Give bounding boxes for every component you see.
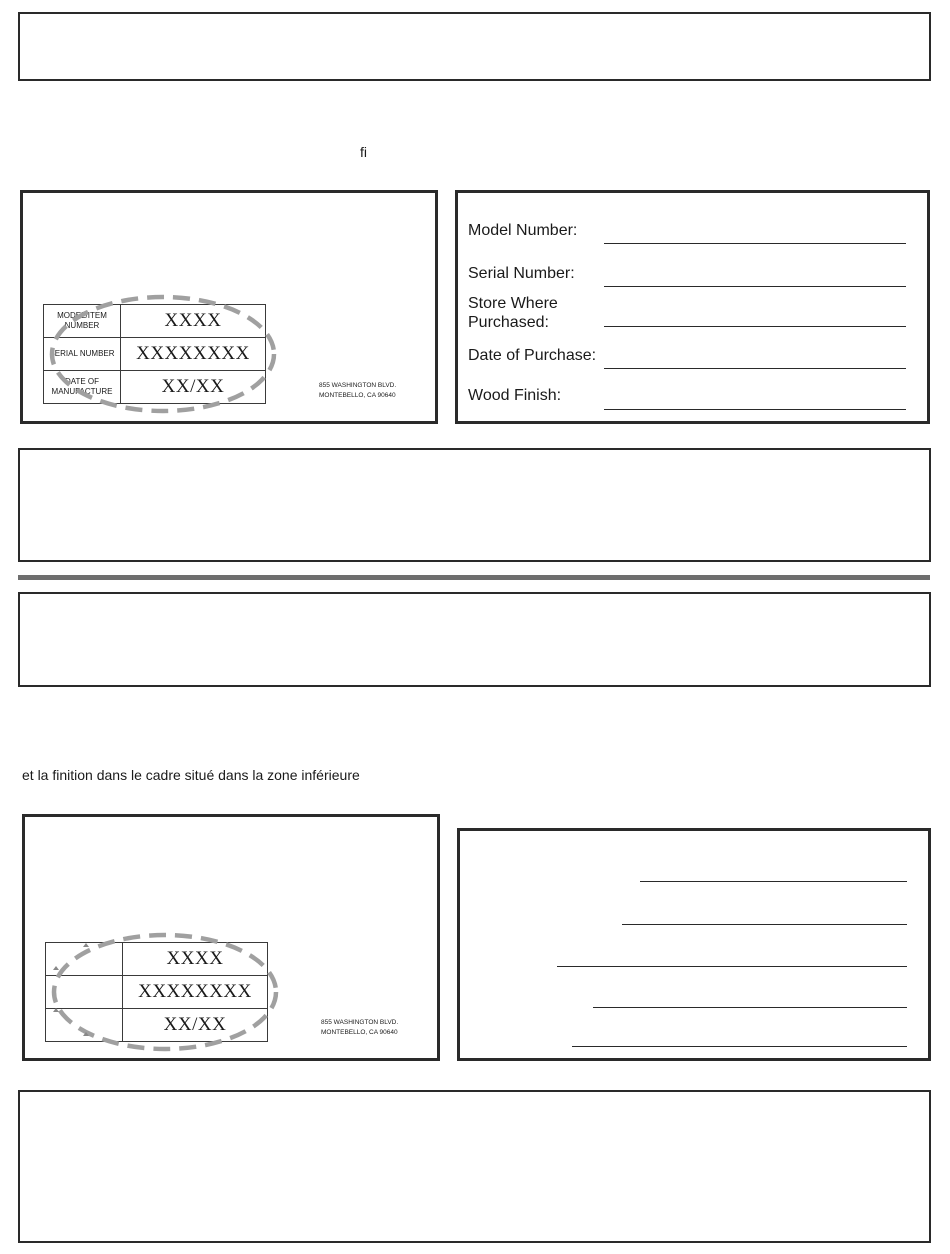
store-where-purchased-label (468, 294, 558, 332)
highlight-oval (43, 293, 283, 423)
wood-finish-label: Wood Finish: (468, 387, 562, 404)
address-line-2-fr: MONTEBELLO, CA 90640 (321, 1029, 398, 1036)
label-cell-model-value-fr: XXXX (123, 943, 268, 976)
label-tick-mark (53, 1008, 59, 1012)
store-label-line-2: Purchased: (468, 314, 549, 331)
form-line-3 (557, 966, 907, 967)
date-of-purchase-label: Date of Purchase: (468, 347, 597, 364)
address-line-2: MONTEBELLO, CA 90640 (319, 392, 396, 399)
date-of-purchase-line (604, 368, 906, 369)
section-divider (18, 575, 930, 580)
label-illustration-panel-fr (22, 814, 440, 1061)
label-cell-serial-value: XXXXXXXX (121, 338, 266, 371)
address-line-1: 855 WASHINGTON BLVD. (319, 382, 397, 389)
intro-text: et la finition dans le cadre situé dans la zone inférieure (22, 767, 360, 783)
label-tick-mark (53, 966, 59, 970)
highlight-oval-fr (45, 931, 285, 1061)
label-illustration-panel (20, 190, 438, 424)
record-form-panel (455, 190, 930, 424)
label-cell-serial-caption: SERIAL NUMBER (44, 338, 121, 371)
label-cell-date-caption: DATE OF MANUFACTURE (44, 371, 121, 404)
header-box-bottom (18, 592, 931, 687)
notice-box-bottom (18, 1090, 931, 1243)
label-cell-model-caption: MODEL/ITEM NUMBER (44, 305, 121, 338)
form-line-4 (593, 1007, 907, 1008)
label-cell-date-value-fr: XX/XX (123, 1009, 268, 1042)
label-tick-mark (83, 943, 89, 947)
serial-number-label: Serial Number: (468, 265, 575, 282)
stray-glyph: fi (360, 144, 367, 160)
form-line-2 (622, 924, 907, 925)
form-line-5 (572, 1046, 907, 1047)
model-number-line (604, 243, 906, 244)
record-form-panel-fr (457, 828, 931, 1061)
form-line-1 (640, 881, 907, 882)
manufacturer-address (319, 381, 396, 401)
label-cell-date-value: XX/XX (121, 371, 266, 404)
model-number-label: Model Number: (468, 222, 578, 239)
label-cell-serial-value-fr: XXXXXXXX (123, 976, 268, 1009)
label-tick-mark (83, 1032, 89, 1036)
manufacturer-address-fr (321, 1018, 398, 1038)
store-label-line-1: Store Where (468, 295, 558, 312)
wood-finish-line (604, 409, 906, 410)
header-box-top (18, 12, 931, 81)
serial-number-line (604, 286, 906, 287)
label-cell-model-value: XXXX (121, 305, 266, 338)
address-line-1-fr: 855 WASHINGTON BLVD. (321, 1019, 399, 1026)
store-where-purchased-line (604, 326, 906, 327)
notice-box-top (18, 448, 931, 562)
